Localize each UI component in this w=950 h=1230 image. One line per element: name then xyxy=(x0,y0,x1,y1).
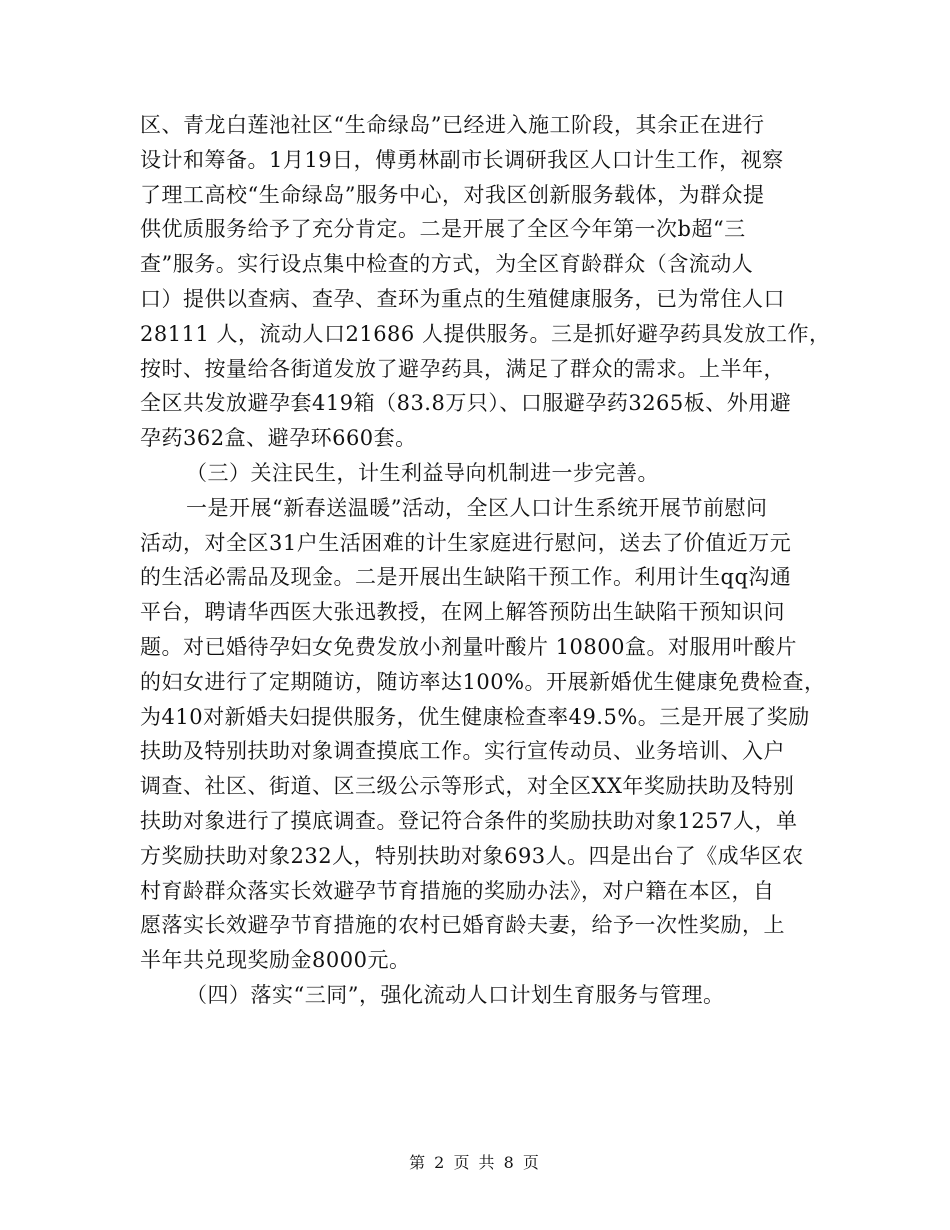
text-line: 的生活必需品及现金。二是开展出生缺陷干预工作。利用计生qq沟通 xyxy=(140,565,792,590)
text-line: 为410对新婚夫妇提供服务，优生健康检查率49.5%。三是开展了奖励 xyxy=(140,704,810,729)
text-line: 了理工高校“生命绿岛”服务中心，对我区创新服务载体，为群众提 xyxy=(140,182,765,207)
text-line: 愿落实长效避孕节育措施的农村已婚育龄夫妻，给予一次性奖励，上 xyxy=(140,913,785,938)
text-line: 半年共兑现奖励金8000元。 xyxy=(140,948,411,973)
text-line: 扶助及特别扶助对象调查摸底工作。实行宣传动员、业务培训、入户 xyxy=(140,739,785,764)
text-line: 区、青龙白莲池社区“生命绿岛”已经进入施工阶段，其余正在进行 xyxy=(140,113,765,137)
text-line: 扶助对象进行了摸底调查。登记符合条件的奖励扶助对象1257人，单 xyxy=(140,808,798,833)
paragraph-start-line: 一是开展“新春送温暖”活动，全区人口计生系统开展节前慰问 xyxy=(186,495,768,520)
text-line: 按时、按量给各街道发放了避孕药具，满足了群众的需求。上半年， xyxy=(140,356,785,381)
text-line: 方奖励扶助对象232人，特别扶助对象693人。四是出台了《成华区农 xyxy=(140,843,804,868)
text-line: 活动，对全区31户生活困难的计生家庭进行慰问，送去了价值近万元 xyxy=(140,530,792,555)
section-heading-4: （四）落实“三同”，强化流动人口计划生育服务与管理。 xyxy=(186,982,725,1007)
document-body xyxy=(140,108,831,1013)
text-line: 全区共发放避孕套419箱（83.8万只）、口服避孕药3265板、外用避 xyxy=(140,391,792,416)
page-number-footer: 第 2 页 共 8 页 xyxy=(409,1153,541,1172)
text-line: 平台，聘请华西医大张迅教授，在网上解答预防出生缺陷干预知识问 xyxy=(140,600,785,625)
text-line: 口）提供以查病、查孕、查环为重点的生殖健康服务，已为常住人口 xyxy=(140,286,785,311)
text-line: 28111 人，流动人口21686 人提供服务。三是抓好避孕药具发放工作， xyxy=(140,321,831,346)
section-heading-3: （三）关注民生，计生利益导向机制进一步完善。 xyxy=(186,460,659,485)
text-line: 设计和筹备。1月19日，傅勇林副市长调研我区人口计生工作，视察 xyxy=(140,147,784,172)
text-line: 供优质服务给予了充分肯定。二是开展了全区今年第一次b超“三 xyxy=(140,217,746,242)
text-line: 孕药362盒、避孕环660套。 xyxy=(140,426,417,451)
text-line: 村育龄群众落实长效避孕节育措施的奖励办法》，对户籍在本区，自 xyxy=(140,878,775,903)
text-line: 调查、社区、街道、区三级公示等形式，对全区XX年奖励扶助及特别 xyxy=(140,774,795,799)
text-line: 的妇女进行了定期随访，随访率达100%。开展新婚优生健康免费检查， xyxy=(140,669,826,694)
text-line: 查”服务。实行设点集中检查的方式，为全区育龄群众（含流动人 xyxy=(140,252,754,277)
text-line: 题。对已婚待孕妇女免费发放小剂量叶酸片 10800盒。对服用叶酸片 xyxy=(140,634,797,659)
